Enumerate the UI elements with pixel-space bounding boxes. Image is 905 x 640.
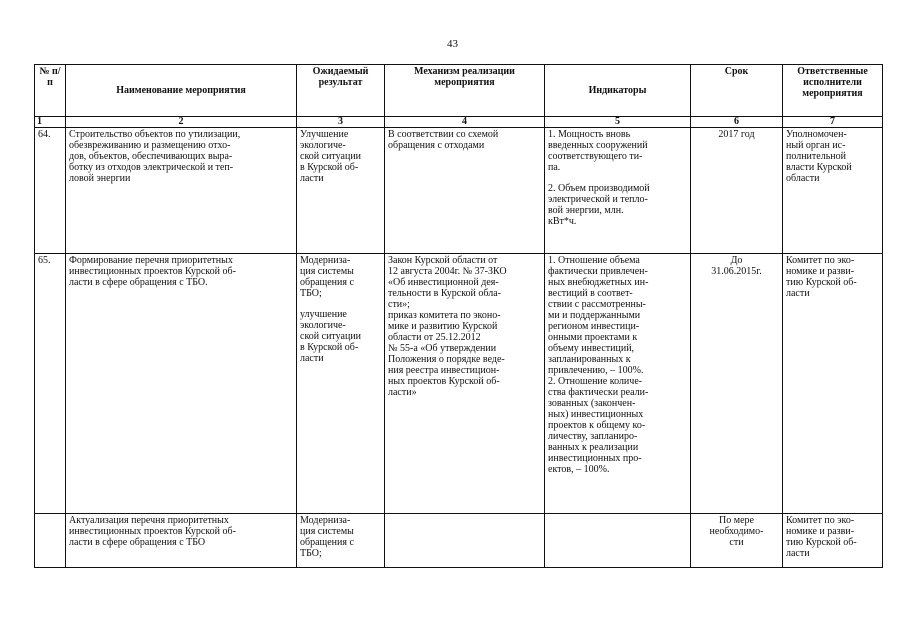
page-number: 43 xyxy=(447,38,458,50)
term-line: До xyxy=(730,255,743,266)
measure-name-line: инвестиционных проектов Курской об- xyxy=(69,266,236,277)
mechanism-line: сти»; xyxy=(388,299,410,310)
responsible-cell xyxy=(783,254,883,514)
indicators-line: ми и поддержанными xyxy=(548,310,641,321)
mechanism-line: Положения о порядке веде- xyxy=(388,354,505,365)
mechanism-line: В соответствии со схемой xyxy=(388,129,499,140)
mechanism-line: № 55-а «Об утверждении xyxy=(388,343,497,354)
measure-name-cell xyxy=(66,128,297,254)
measures-table xyxy=(34,64,883,568)
measure-name-line: дов, объектов, обеспечивающих выра- xyxy=(69,151,233,162)
responsible-line: Уполномочен- xyxy=(786,129,847,140)
expected-result-line: ской ситуации xyxy=(300,331,362,342)
responsible-line: тию Курской об- xyxy=(786,277,857,288)
term-line: 2017 год xyxy=(718,129,755,140)
indicators-line: электрической и тепло- xyxy=(548,194,648,205)
term-cell xyxy=(691,128,783,254)
expected-result-line: Модерниза- xyxy=(300,515,351,526)
responsible-line: ласти xyxy=(786,548,810,559)
row-number-cell: 64. xyxy=(35,128,66,254)
mechanism-line: ласти» xyxy=(388,387,417,398)
mechanism-line: Закон Курской области от xyxy=(388,255,498,266)
measure-name-line: ласти в сфере обращения с ТБО. xyxy=(69,277,208,288)
indicators-line: 1. Мощность вновь xyxy=(548,129,631,140)
mechanism-line: ния реестра инвестицион- xyxy=(388,365,500,376)
measure-name-line: ботку из отходов электрической и теп- xyxy=(69,162,234,173)
indicators-cell xyxy=(545,514,691,568)
mechanism-line: мике и развитию Курской xyxy=(388,321,498,332)
mechanism-line: области от 25.12.2012 xyxy=(388,332,481,343)
mechanism-line: обращения с отходами xyxy=(388,140,485,151)
table-body xyxy=(35,128,883,568)
indicators-line: 2. Объем производимой xyxy=(548,183,650,194)
table-row xyxy=(35,128,883,254)
indicators-line: ства фактически реали- xyxy=(548,387,649,398)
column-number: 2 xyxy=(66,117,297,128)
mechanism-line: ных проектов Курской об- xyxy=(388,376,500,387)
column-number: 3 xyxy=(297,117,385,128)
measure-name-cell xyxy=(66,254,297,514)
header-term: Срок xyxy=(691,65,783,117)
measure-name-line: Актуализация перечня приоритетных xyxy=(69,515,229,526)
column-number: 7 xyxy=(783,117,883,128)
term-line: сти xyxy=(729,537,744,548)
measure-name-line: ласти в сфере обращения с ТБО xyxy=(69,537,206,548)
term-line: необходимо- xyxy=(709,526,764,537)
responsible-cell xyxy=(783,514,883,568)
expected-result-cell xyxy=(297,514,385,568)
responsible-line: номике и разви- xyxy=(786,526,855,537)
indicators-line: личеству, запланиро- xyxy=(548,431,638,442)
indicators-line: па. xyxy=(548,162,561,173)
mechanism-cell xyxy=(385,128,545,254)
header-num: № п/п xyxy=(35,65,66,117)
term-cell xyxy=(691,514,783,568)
responsible-line: власти Курской xyxy=(786,162,852,173)
responsible-line: ный орган ис- xyxy=(786,140,846,151)
indicators-line: инвестиционных про- xyxy=(548,453,642,464)
measure-name-line: ловой энергии xyxy=(69,173,131,184)
indicators-line: 2. Отношение количе- xyxy=(548,376,643,387)
indicators-line: ствии с рассмотренны- xyxy=(548,299,646,310)
indicators-cell xyxy=(545,128,691,254)
measure-name-line: Строительство объектов по утилизации, xyxy=(69,129,241,140)
column-number-row xyxy=(35,117,883,128)
measure-name-line: инвестиционных проектов Курской об- xyxy=(69,526,236,537)
mechanism-line: 12 августа 2004г. № 37-ЗКО xyxy=(388,266,507,277)
indicators-line: ных внебюджетных ин- xyxy=(548,277,649,288)
mechanism-cell xyxy=(385,514,545,568)
expected-result-line xyxy=(300,299,381,309)
indicators-line: введенных сооружений xyxy=(548,140,648,151)
expected-result-line: экологиче- xyxy=(300,320,346,331)
expected-result-line: ТБО; xyxy=(300,288,322,299)
column-number: 5 xyxy=(545,117,691,128)
table-row xyxy=(35,254,883,514)
header-result: Ожидаемый результат xyxy=(297,65,385,117)
responsible-line: тию Курской об- xyxy=(786,537,857,548)
expected-result-line: ласти xyxy=(300,173,324,184)
responsible-line: Комитет по эко- xyxy=(786,515,855,526)
row-number-cell: 65. xyxy=(35,254,66,514)
expected-result-line: обращения с xyxy=(300,537,354,548)
expected-result-line: ция системы xyxy=(300,266,354,277)
expected-result-line: в Курской об- xyxy=(300,342,359,353)
expected-result-line: Модерниза- xyxy=(300,255,351,266)
expected-result-cell xyxy=(297,128,385,254)
indicators-line: фактически привлечен- xyxy=(548,266,648,277)
mechanism-line: «Об инвестиционной дея- xyxy=(388,277,499,288)
indicators-line: регионом инвестици- xyxy=(548,321,640,332)
responsible-line: ласти xyxy=(786,288,810,299)
term-line: По мере xyxy=(719,515,754,526)
expected-result-cell xyxy=(297,254,385,514)
indicators-line: зованных (закончен- xyxy=(548,398,636,409)
expected-result-line: в Курской об- xyxy=(300,162,359,173)
header-responsible: Ответственные исполнители мероприятия xyxy=(783,65,883,117)
indicators-line: вестиций в соответ- xyxy=(548,288,633,299)
mechanism-cell xyxy=(385,254,545,514)
expected-result-line: ция системы xyxy=(300,526,354,537)
indicators-line: проектов к общему ко- xyxy=(548,420,646,431)
indicators-line xyxy=(548,173,687,183)
indicators-cell xyxy=(545,254,691,514)
header-name: Наименование мероприятия xyxy=(66,65,297,117)
expected-result-line: улучшение xyxy=(300,309,347,320)
indicators-line: соответствующего ти- xyxy=(548,151,643,162)
mechanism-line: приказ комитета по эконо- xyxy=(388,310,501,321)
header-indicators: Индикаторы xyxy=(545,65,691,117)
indicators-line: ванных к реализации xyxy=(548,442,639,453)
term-line: 31.06.2015г. xyxy=(711,266,762,277)
indicators-line: кВт*ч. xyxy=(548,216,577,227)
mechanism-line: тельности в Курской обла- xyxy=(388,288,501,299)
responsible-line: номике и разви- xyxy=(786,266,855,277)
indicators-line: привлечению, – 100%. xyxy=(548,365,644,376)
header-row xyxy=(35,65,883,117)
expected-result-line: Улучшение xyxy=(300,129,349,140)
column-number: 4 xyxy=(385,117,545,128)
indicators-line: вой энергии, млн. xyxy=(548,205,624,216)
indicators-line: ных) инвестиционных xyxy=(548,409,644,420)
measure-name-line: обезвреживанию и размещению отхо- xyxy=(69,140,231,151)
table-row xyxy=(35,514,883,568)
header-mechanism: Механизм реализации мероприятия xyxy=(385,65,545,117)
expected-result-line: ТБО; xyxy=(300,548,322,559)
column-number: 1 xyxy=(35,117,66,128)
expected-result-line: ласти xyxy=(300,353,324,364)
indicators-line: онными проектами к xyxy=(548,332,638,343)
measure-name-cell xyxy=(66,514,297,568)
column-number: 6 xyxy=(691,117,783,128)
indicators-line: ектов, – 100%. xyxy=(548,464,610,475)
responsible-line: полнительной xyxy=(786,151,846,162)
expected-result-line: экологиче- xyxy=(300,140,346,151)
indicators-line: 1. Отношение объема xyxy=(548,255,640,266)
expected-result-line: ской ситуации xyxy=(300,151,362,162)
indicators-line: запланированных к xyxy=(548,354,631,365)
responsible-line: области xyxy=(786,173,820,184)
indicators-line: объему инвестиций, xyxy=(548,343,635,354)
measure-name-line: Формирование перечня приоритетных xyxy=(69,255,233,266)
responsible-cell xyxy=(783,128,883,254)
responsible-line: Комитет по эко- xyxy=(786,255,855,266)
expected-result-line: обращения с xyxy=(300,277,354,288)
row-number-cell xyxy=(35,514,66,568)
term-cell xyxy=(691,254,783,514)
